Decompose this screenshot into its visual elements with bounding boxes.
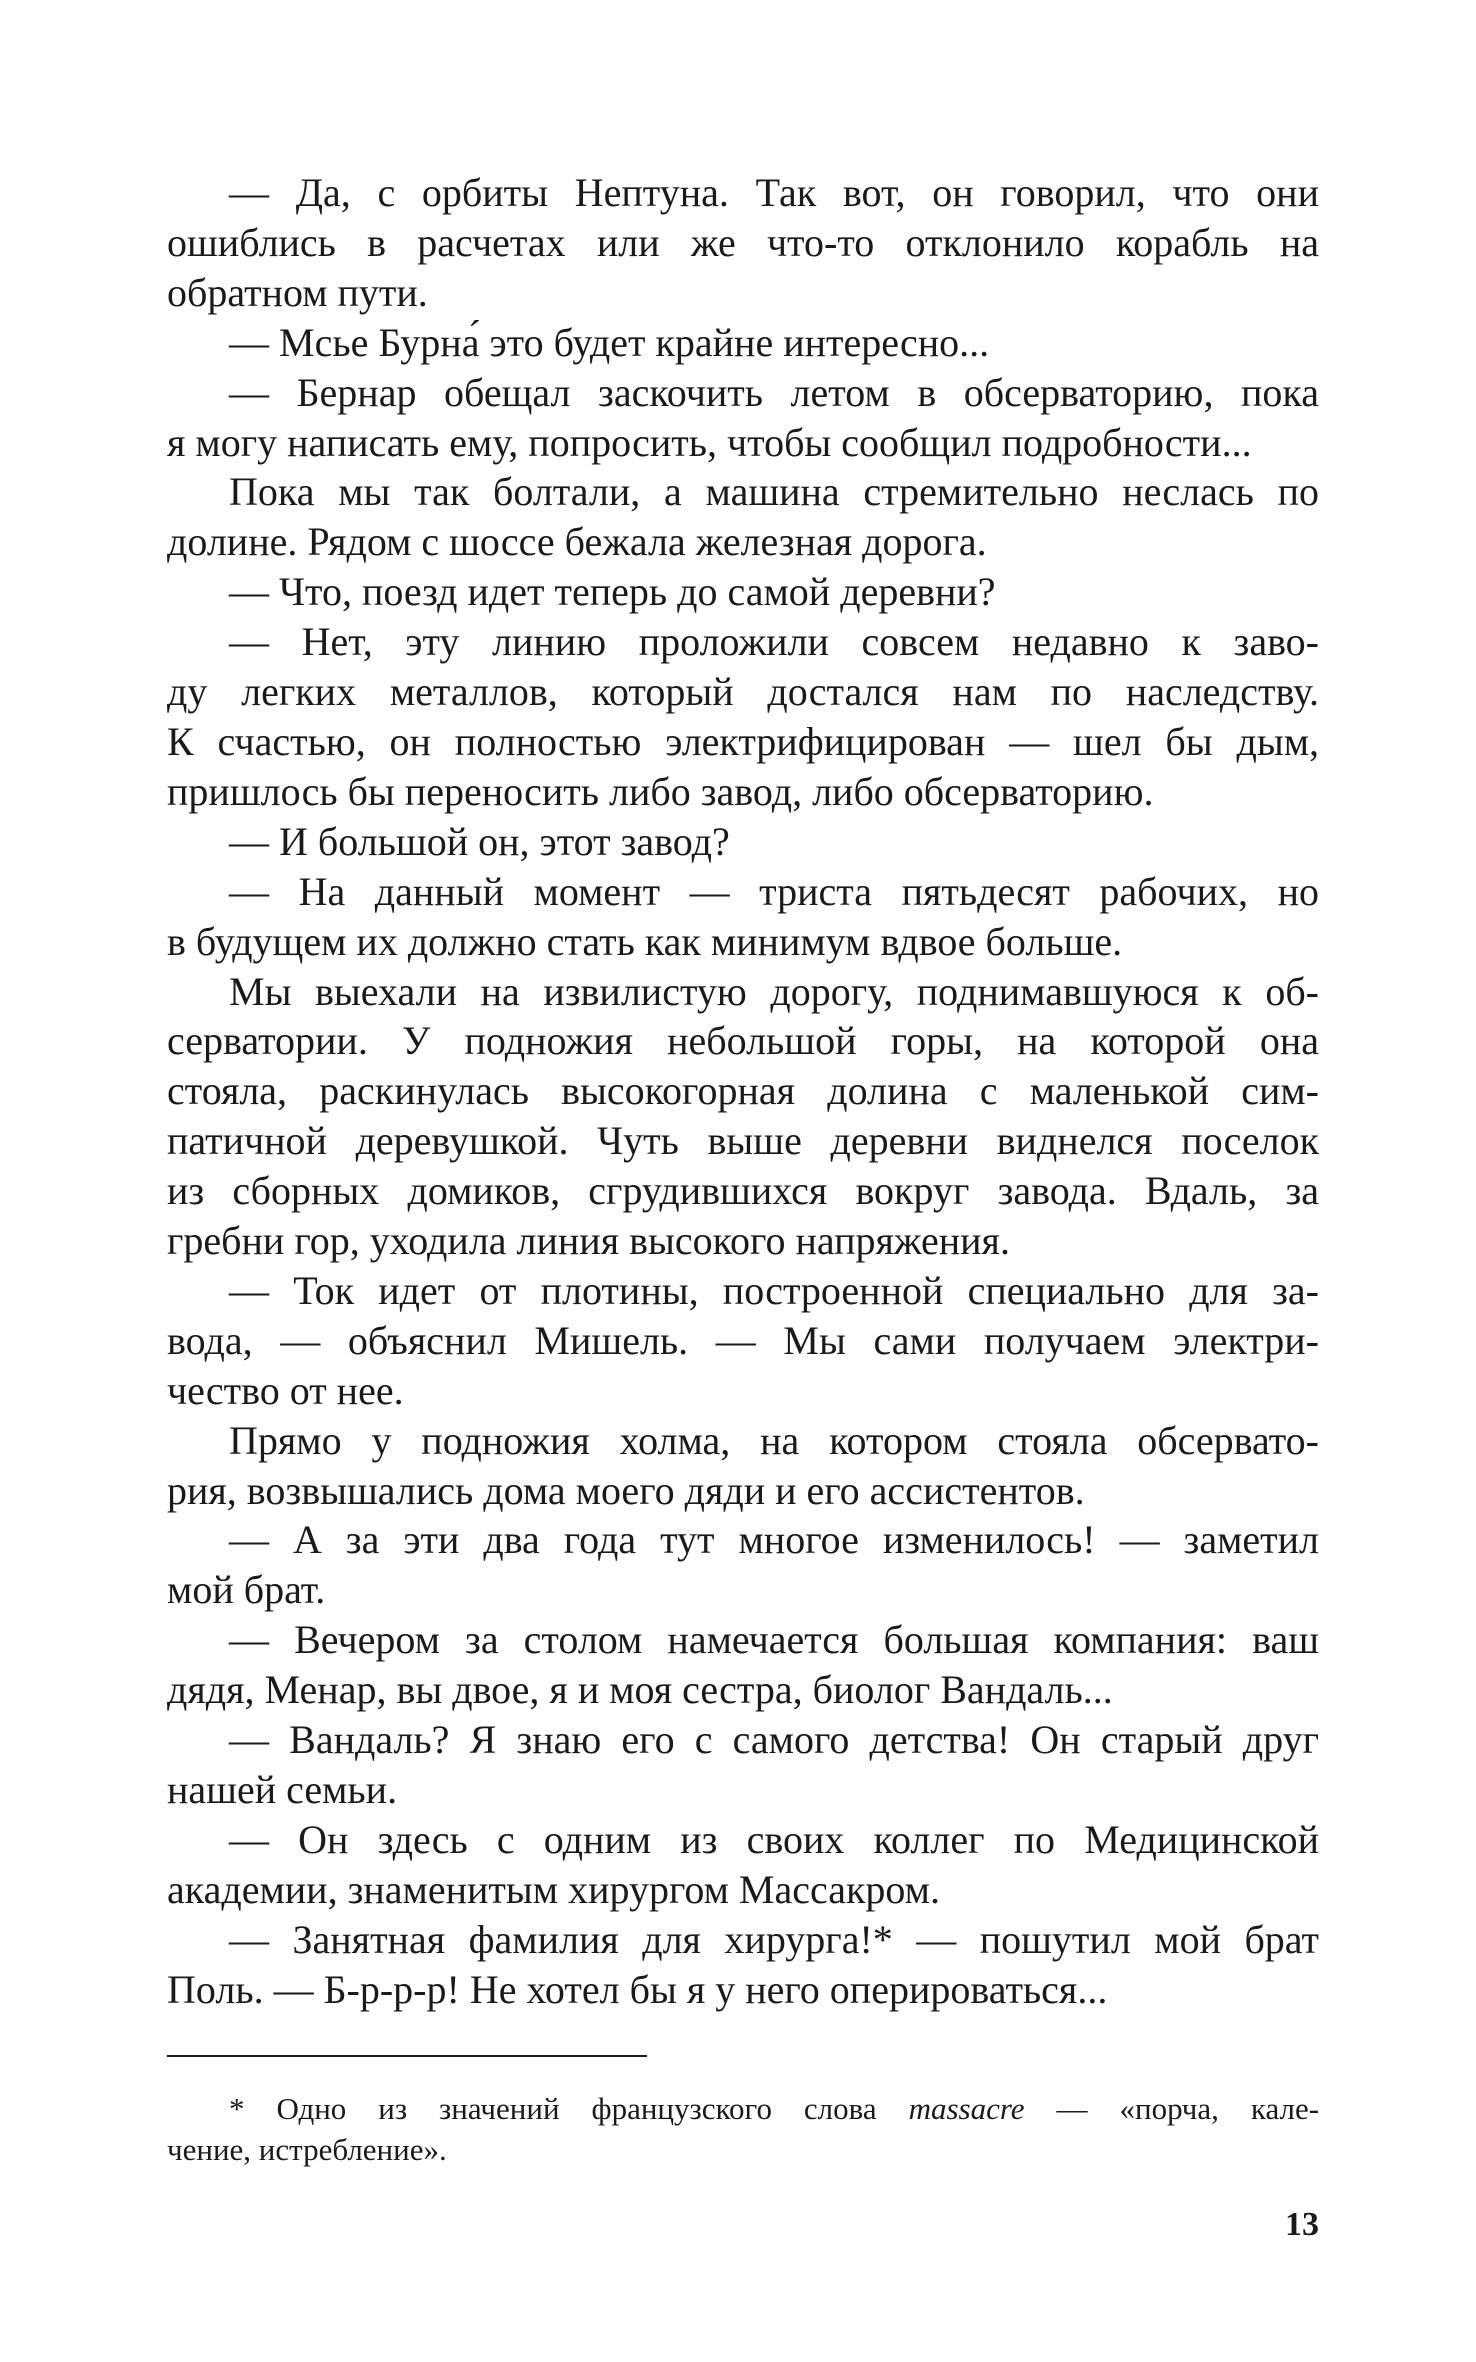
text-line: ошиблись в расчетах или же что-то отклонило корабль на xyxy=(167,219,1319,265)
text-line: — Что, поезд идет теперь до самой деревни? xyxy=(229,569,996,615)
text-line: — Вандаль? Я знаю его с самого детства! Он старый друг xyxy=(229,1717,1319,1763)
text-line: Мы выехали на извилистую дорогу, поднимавшуюся к об- xyxy=(229,968,1319,1014)
text-line: — И большой он, этот завод? xyxy=(229,818,730,864)
text-line: в будущем их должно стать как минимум вдвое больше. xyxy=(167,918,1123,964)
footnote-line-1 xyxy=(167,2088,1319,2129)
paragraph xyxy=(167,1715,1319,1815)
paragraph xyxy=(167,318,1319,368)
text-line: ду легких металлов, который достался нам по наследству. xyxy=(167,669,1319,715)
text-line: — Вечером за столом намечается большая компания: ваш xyxy=(229,1617,1319,1663)
text-line: серватории. У подножия небольшой горы, на которой она xyxy=(167,1018,1319,1064)
text-line: Прямо у подножия холма, на котором стояла обсервато- xyxy=(229,1417,1319,1463)
text-line: рия, возвышались дома моего дяди и его ассистентов. xyxy=(167,1467,1085,1513)
text-line: — Ток идет от плотины, построенной специально для за- xyxy=(229,1267,1319,1313)
text-line: — Да, с орбиты Нептуна. Так вот, он говорил, что они xyxy=(229,170,1319,215)
footnote-italic-word: massacre xyxy=(908,2091,1025,2126)
text-line: гребни гор, уходила линия высокого напряжения. xyxy=(167,1218,1010,1264)
paragraph xyxy=(167,1416,1319,1516)
footnote-line-2: чение, истребление». xyxy=(167,2132,447,2167)
text-line: чество от нее. xyxy=(167,1367,404,1413)
text-line: нашей семьи. xyxy=(167,1767,398,1812)
text-line: мой брат. xyxy=(167,1567,326,1613)
text-line: Пока мы так болтали, а машина стремительно неслась по xyxy=(229,469,1319,515)
paragraph xyxy=(167,967,1319,1266)
paragraph xyxy=(167,1615,1319,1715)
paragraph xyxy=(167,867,1319,967)
text-line: — Занятная фамилия для хирурга!* — пошутил мой брат xyxy=(229,1916,1319,1962)
text-line: я могу написать ему, попросить, чтобы сообщил подробности... xyxy=(167,419,1252,465)
text-line: — А за эти два года тут многое изменилось! — заметил xyxy=(229,1517,1319,1563)
paragraph xyxy=(167,1815,1319,1915)
text-line: академии, знаменитым хирургом Массакром. xyxy=(167,1866,940,1912)
paragraph xyxy=(167,1515,1319,1615)
paragraph xyxy=(167,168,1319,318)
text-line: — Он здесь с одним из своих коллег по Медицинской xyxy=(229,1816,1319,1862)
paragraph xyxy=(167,617,1319,817)
paragraph xyxy=(167,467,1319,567)
paragraph xyxy=(167,567,1319,617)
main-text xyxy=(167,168,1319,2015)
footnote-marker: * xyxy=(229,2091,245,2126)
text-line: К счастью, он полностью электрифицирован — шел бы дым, xyxy=(167,718,1319,764)
paragraph xyxy=(167,368,1319,468)
paragraph xyxy=(167,1915,1319,2015)
text-line: — Мсье Бурна́ это будет крайне интересно... xyxy=(229,319,990,365)
text-line: дядя, Менар, вы двое, я и моя сестра, биолог Вандаль... xyxy=(167,1667,1113,1713)
text-line: обратном пути. xyxy=(167,269,428,315)
paragraph xyxy=(167,1266,1319,1416)
text-line: долине. Рядом с шоссе бежала железная дорога. xyxy=(167,519,987,565)
text-line: из сборных домиков, сгрудившихся вокруг завода. Вдаль, за xyxy=(167,1168,1319,1214)
text-line: — На данный момент — триста пятьдесят рабочих, но xyxy=(229,868,1319,914)
text-line: — Нет, эту линию проложили совсем недавно к заво- xyxy=(229,619,1319,665)
footnote-divider xyxy=(167,2055,647,2057)
text-line: патичной деревушкой. Чуть выше деревни виднелся поселок xyxy=(167,1118,1319,1164)
paragraph xyxy=(167,817,1319,867)
text-line: вода, — объяснил Мишель. — Мы сами получаем электри- xyxy=(167,1317,1319,1363)
text-line: стояла, раскинулась высокогорная долина с маленькой сим- xyxy=(167,1068,1319,1114)
footnote xyxy=(167,2088,1319,2170)
footnote-text-before: Одно из значений французского слова xyxy=(276,2091,877,2126)
text-line: — Бернар обещал заскочить летом в обсерваторию, пока xyxy=(229,369,1319,415)
text-line: Поль. — Б-р-р-р! Не хотел бы я у него оперироваться... xyxy=(167,1966,1108,2012)
page-number: 13 xyxy=(1285,2206,1319,2243)
footnote-text-after: — «порча, кале- xyxy=(1056,2091,1320,2126)
text-line: пришлось бы переносить либо завод, либо обсерваторию. xyxy=(167,768,1154,814)
